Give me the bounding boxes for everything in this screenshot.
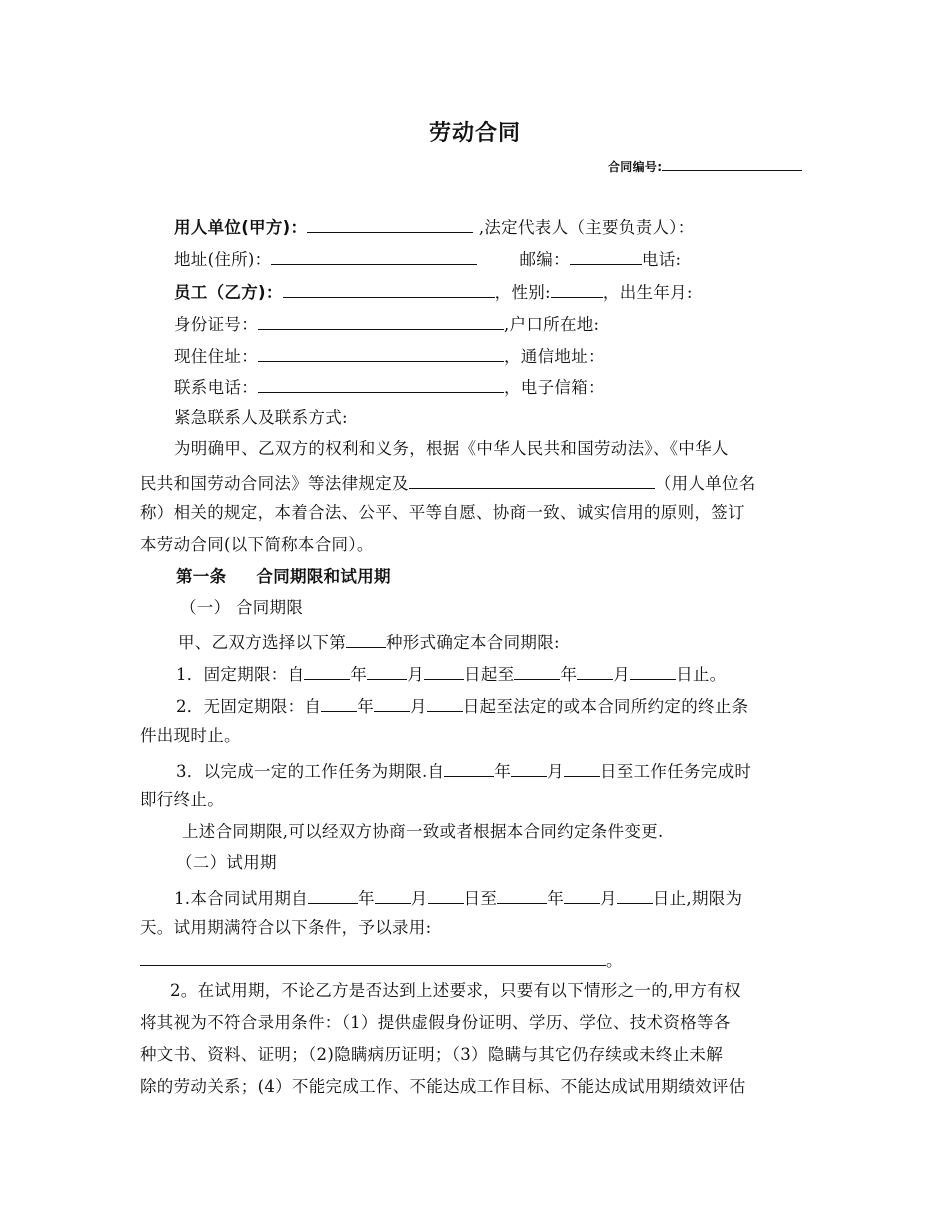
open-term-cont: 件出现时止。 — [140, 726, 241, 745]
intro-line-2-text: 民共和国劳动合同法》等法律规定及 — [140, 474, 409, 493]
gender-blank[interactable] — [551, 280, 603, 298]
article-1-title: 合同期限和试用期 — [256, 567, 391, 586]
address-label: 地址(住所)： — [174, 250, 272, 269]
probation-end-year-blank[interactable] — [497, 886, 547, 904]
open-term-line — [176, 694, 748, 717]
task-term-label: 3．以完成一定的工作任务为期限.自 — [176, 762, 445, 781]
month-label: 月 — [410, 889, 428, 908]
intro-line-2-end: （用人单位名 — [654, 474, 756, 493]
year-label: 年 — [350, 665, 368, 684]
day-end-label: 日止。 — [676, 665, 727, 684]
address-blank[interactable] — [271, 247, 477, 265]
month-label: 月 — [410, 697, 427, 716]
employer-label: 用人单位(甲方)： — [174, 218, 308, 237]
year-label: 年 — [357, 697, 375, 716]
task-start-day-blank[interactable] — [564, 759, 600, 777]
probation-conditions-blank[interactable] — [140, 948, 606, 966]
month-label: 月 — [600, 889, 617, 908]
fixed-end-year-blank[interactable] — [514, 662, 560, 680]
employer-blank[interactable] — [307, 215, 473, 233]
hukou-label: ,户口所在地: — [504, 315, 600, 334]
open-start-year-blank[interactable] — [321, 694, 357, 712]
current-address-line — [174, 344, 605, 367]
year-label: 年 — [357, 889, 375, 908]
subsection-probation: （二）试用期 — [176, 853, 277, 872]
contract-number-blank[interactable] — [662, 156, 802, 171]
document-title: 劳动合同 — [428, 121, 521, 146]
legal-rep-label: ,法定代表人（主要负责人）： — [473, 218, 695, 237]
employer-line — [174, 215, 695, 238]
probation-line-1-cont: 天。试用期满符合以下条件，予以录用: — [140, 918, 432, 937]
probation-2-line-2: 将其视为不符合录用条件：（1）提供虚假身份证明、学历、学位、技术资格等各 — [140, 1013, 731, 1032]
employer-name-blank[interactable] — [409, 471, 655, 489]
intro-line-4: 本劳动合同(以下简称本合同）。 — [140, 535, 374, 554]
task-term-text: 日至工作任务完成时 — [599, 762, 752, 781]
month-label: 月 — [547, 762, 564, 781]
article-1-heading — [176, 567, 391, 587]
day-label: 日起至 — [464, 665, 515, 684]
probation-2-line-3: 种文书、资料、证明；（2)隐瞒病历证明；（3）隐瞒与其它仍存续或未终止未解 — [140, 1045, 724, 1064]
probation-start-day-blank[interactable] — [428, 886, 464, 904]
intro-line-2 — [140, 471, 756, 494]
id-label: 身份证号： — [174, 315, 258, 334]
employee-blank[interactable] — [283, 280, 495, 298]
day-to-label: 日至 — [463, 889, 498, 908]
year-label: 年 — [547, 889, 564, 908]
contact-phone-blank[interactable] — [258, 375, 504, 393]
year-label: 年 — [560, 665, 578, 684]
probation-start-year-blank[interactable] — [308, 886, 358, 904]
probation-start-month-blank[interactable] — [375, 886, 411, 904]
term-choice-text: 甲、乙双方选择以下第 — [178, 633, 346, 652]
year-label: 年 — [494, 762, 512, 781]
month-label: 月 — [407, 665, 425, 684]
fixed-term-label: 1．固定期限：自 — [176, 665, 305, 684]
address-line — [174, 247, 681, 270]
contact-phone-line — [174, 375, 605, 398]
fixed-term-line — [176, 662, 726, 685]
current-address-blank[interactable] — [258, 344, 504, 362]
open-start-day-blank[interactable] — [427, 694, 463, 712]
fixed-start-month-blank[interactable] — [367, 662, 407, 680]
open-start-month-blank[interactable] — [374, 694, 410, 712]
birth-label: ，出生年月: — [602, 283, 693, 302]
contract-number-label: 合同编号: — [608, 160, 663, 174]
postcode-label: 邮编： — [519, 250, 570, 269]
probation-2-line-4: 除的劳动关系；(4）不能完成工作、不能达成工作目标、不能达成试用期绩效评估 — [140, 1077, 746, 1096]
employee-label: 员工（乙方)： — [174, 283, 283, 302]
period-end: 。 — [606, 951, 623, 970]
id-line — [174, 312, 599, 335]
probation-line-1 — [174, 886, 742, 909]
postcode-blank[interactable] — [570, 247, 642, 265]
open-term-label: 2．无固定期限：自 — [176, 697, 322, 716]
probation-conditions-line — [140, 948, 623, 971]
gender-label: ，性别: — [494, 283, 551, 302]
task-start-year-blank[interactable] — [444, 759, 494, 777]
task-start-month-blank[interactable] — [511, 759, 547, 777]
current-address-label: 现住住址： — [174, 347, 258, 366]
term-choice-end: 种形式确定本合同期限: — [386, 633, 560, 652]
fixed-start-year-blank[interactable] — [304, 662, 350, 680]
mail-address-label: ，通信地址： — [504, 347, 605, 366]
subsection-term: （一） 合同期限 — [180, 598, 304, 617]
term-change-note: 上述合同期限,可以经双方协商一致或者根据本合同约定条件变更. — [182, 822, 664, 841]
task-term-line — [176, 759, 751, 782]
phone-label: 电话: — [641, 250, 682, 269]
intro-line-3: 称）相关的规定，本着合法、公平、平等自愿、协商一致、诚实信用的原则，签订 — [140, 503, 745, 522]
contract-number — [608, 156, 802, 177]
employee-line — [174, 280, 693, 303]
term-choice-blank[interactable] — [346, 630, 386, 648]
month-label: 月 — [613, 665, 631, 684]
open-term-text: 日起至法定的或本合同所约定的终止条 — [462, 697, 749, 716]
fixed-start-day-blank[interactable] — [424, 662, 464, 680]
probation-2-line-1: 2。在试用期，不论乙方是否达到上述要求，只要有以下情形之一的,甲方有权 — [170, 981, 741, 1000]
probation-end-day-blank[interactable] — [617, 886, 653, 904]
fixed-end-month-blank[interactable] — [577, 662, 613, 680]
task-term-cont: 即行终止。 — [140, 790, 224, 809]
probation-period-label: 日止,期限为 — [652, 889, 743, 908]
fixed-end-day-blank[interactable] — [630, 662, 676, 680]
intro-line-1: 为明确甲、乙双方的权利和义务，根据《中华人民共和国劳动法》、《中华人 — [174, 439, 729, 458]
term-choice-line — [178, 630, 560, 653]
probation-end-month-blank[interactable] — [564, 886, 600, 904]
id-blank[interactable] — [258, 312, 504, 330]
probation-label: 1.本合同试用期自 — [174, 889, 308, 908]
contact-phone-label: 联系电话： — [174, 378, 258, 397]
email-label: ，电子信箱： — [504, 378, 605, 397]
article-1-number: 第一条 — [176, 567, 227, 586]
emergency-contact: 紧急联系人及联系方式: — [174, 408, 348, 427]
